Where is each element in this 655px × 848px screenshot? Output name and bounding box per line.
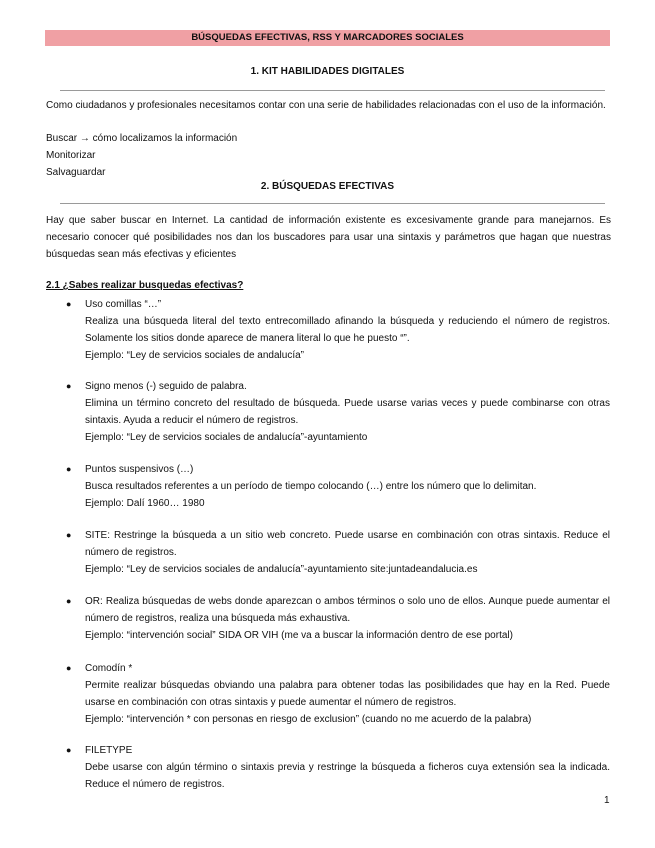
- bullet-example-menos: Ejemplo: “Ley de servicios sociales de andalucía”-ayuntamiento: [85, 432, 368, 443]
- bullet-title-menos: Signo menos (-) seguido de palabra.: [85, 381, 247, 392]
- bullet-glyph: ●: [66, 464, 72, 474]
- bullet-example-comodin: Ejemplo: “intervención * con personas en riesgo de exclusion” (cuando no me acuerdo de la palabra): [85, 714, 532, 725]
- section1-intro: Como ciudadanos y profesionales necesitamos contar con una serie de habilidades relacionadas con el uso de la información.: [46, 100, 606, 111]
- bullet-glyph: ●: [66, 299, 72, 309]
- bullet-title-filetype: FILETYPE: [85, 745, 133, 756]
- section1-title: 1. KIT HABILIDADES DIGITALES: [250, 66, 405, 77]
- bullet-body-site: SITE: Restringe la búsqueda a un sitio web concreto. Puede usarse en combinación con otras sintaxis. Reduce el número de registros.: [85, 530, 610, 558]
- bullet-example-comillas: Ejemplo: “Ley de servicios sociales de andalucía”: [85, 350, 304, 361]
- section2-rule: [60, 203, 605, 204]
- section1-item-salvaguardar: Salvaguardar: [46, 167, 106, 178]
- bullet-example-site: Ejemplo: “Ley de servicios sociales de andalucía”-ayuntamiento site:juntadeandalucia.es: [85, 564, 478, 575]
- bullet-body-comillas: Realiza una búsqueda literal del texto entrecomillado afinando la búsqueda y reduciendo el número de registros. Solamente los sitios donde aparece de manera literal lo que he puesto “”.: [85, 316, 610, 344]
- bullet-title-puntos: Puntos suspensivos (…): [85, 464, 194, 475]
- section1-item-buscar: Buscar → cómo localizamos la información: [46, 133, 238, 144]
- bullet-glyph: ●: [66, 745, 72, 755]
- bullet-title-comodin: Comodín *: [85, 663, 133, 674]
- header-banner: BÚSQUEDAS EFECTIVAS, RSS Y MARCADORES SOCIALES: [45, 30, 610, 46]
- section2-intro: Hay que saber buscar en Internet. La cantidad de información existente es excesivamente grande para manejarnos. Es necesario conocer qué posibilidades nos dan los buscadores para usar una sintaxis y parámetros que hagan que nuestras búsquedas sean más efectivas y eficientes: [46, 215, 611, 260]
- page-number: 1: [604, 795, 610, 806]
- section2-title: 2. BÚSQUEDAS EFECTIVAS: [260, 181, 395, 192]
- bullet-body-or: OR: Realiza búsquedas de webs donde aparezcan o ambos términos o solo uno de ellos. Aunque puede aumentar el número de registros, realiza una búsqueda más exhaustiva.: [85, 596, 610, 624]
- bullet-glyph: ●: [66, 530, 72, 540]
- section1-item-monitorizar: Monitorizar: [46, 150, 96, 161]
- bullet-body-menos: Elimina un término concreto del resultado de búsqueda. Puede usarse varias veces y puede combinarse con otras sintaxis. Ayuda a reducir el número de registros.: [85, 398, 610, 426]
- bullet-title-comillas: Uso comillas “…”: [85, 299, 162, 310]
- bullet-body-comodin: Permite realizar búsquedas obviando una palabra para obtener todas las posibilidades que hay en la Red. Puede usarse en combinación con otras sintaxis y puede aumentar el número de registros.: [85, 680, 610, 708]
- subsection-title: 2.1 ¿Sabes realizar busquedas efectivas?: [46, 280, 244, 291]
- bullet-example-or: Ejemplo: “intervención social” SIDA OR VIH (me va a buscar la información dentro de ese portal): [85, 630, 513, 641]
- bullet-glyph: ●: [66, 663, 72, 673]
- section1-rule: [60, 90, 605, 91]
- bullet-body-puntos: Busca resultados referentes a un período de tiempo colocando (…) entre los número que lo delimitan.: [85, 481, 537, 492]
- bullet-example-puntos: Ejemplo: Dalí 1960… 1980: [85, 498, 205, 509]
- bullet-glyph: ●: [66, 596, 72, 606]
- bullet-glyph: ●: [66, 381, 72, 391]
- bullet-body-filetype: Debe usarse con algún término o sintaxis previa y restringe la búsqueda a ficheros cuya extensión sea la indicada. Reduce el número de registros.: [85, 762, 610, 790]
